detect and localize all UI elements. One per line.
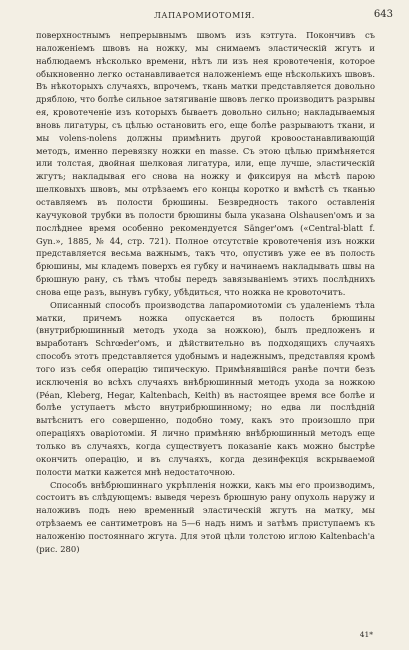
body-text	[36, 29, 375, 556]
page-number: 643	[373, 9, 393, 20]
paragraph: Способъ внѣбрюшиннаго укрѣпленія ножки, какъ мы его производимъ, состоитъ въ слѣдующемъ: выведя черезъ брюшную рану опухоль наружу и наложивъ подъ нею временный эластическій жгутъ на матку, мы отрѣзаемъ ее сантиметровъ на 5—6 надъ нимъ и затѣмъ приступаемъ къ наложенію постояннаго жгута. Для этой цѣли толстою иглою Kaltenbach'а (рис. 280)	[36, 479, 375, 554]
signature-mark: 41*	[359, 630, 373, 639]
paragraph: Описанный способъ производства лапаромиотоміи съ удаленіемъ тѣла матки, причемъ ножка опускается въ полость брюшины (внутрибрюшинный методъ ухода за ножкою), былъ предложенъ и выработанъ Schrœder'омъ, и дѣйствительно въ подходящихъ случаяхъ способъ этотъ представляется удобнымъ и надежнымъ, представляя кромѣ того изъ себя операцію типическую. Примѣнявшійся ранѣе почти безъ исключенія во всѣхъ случаяхъ внѣбрюшинный методъ ухода за ножкою (Péan, Kleberg, Hegar, Kaltenbach, Keith) въ настоящее время все болѣе и болѣе уступаетъ мѣсто внутрибрюшинному; но едва ли послѣдній вытѣснитъ его совершенно, подобно тому, какъ это произошло при операціяхъ оваріотоміи. Я лично примѣняю внѣбрюшинный методъ еще только въ случаяхъ, когда существуетъ показаніе какъ можно быстрѣе окончить операцію, и въ случаяхъ, когда дезинфекція вскрываемой полости матки кажется мнѣ недостаточною.	[36, 299, 375, 477]
page-header	[16, 8, 393, 22]
paragraph: поверхностнымъ непрерывнымъ швомъ изъ кэтгута. Покончивъ съ наложеніемъ швовъ на ножку, мы снимаемъ эластическій жгутъ и наблюдаемъ нѣсколько времени, нѣтъ ли изъ нея кровотеченія, которое обыкновенно легко останавливается наложеніемъ еще нѣсколькихъ швовъ. Въ нѣкоторыхъ случаяхъ, впрочемъ, ткань матки представляется довольно дряблою, что болѣе сильное затягиваніе швовъ легко производитъ разрывы ея, кровотеченіе изъ которыхъ бываетъ довольно сильно; накладываемыя вновь лигатуры, съ цѣлью остановить его, еще болѣе разрываютъ ткани, и мы volens-nolens должны примѣнить другой кровоостанавливающій методъ, именно перевязку ножки en masse. Съ этою цѣлью примѣняется или толстая, двойная шелковая лигатура, или, еще лучше, эластическій жгутъ; накладывая его снова на ножку и фиксируя на мѣстѣ парою шелковыхъ швовъ, мы отрѣзаемъ его концы коротко и вмѣстѣ съ тканью оставляемъ въ полости брюшины. Безвредность такого оставленія каучуковой трубки въ полости брюшины была указана Olshausen'омъ и за послѣднее время особенно рекомендуется Sänger'омъ («Central-blatt f. Gyn.», 1885, № 44, стр. 721). Полное отсутствіе кровотеченія изъ ножки представляется весьма важнымъ, такъ что, опустивъ уже ее въ полость брюшины, мы кладемъ поверхъ ея губку и начинаемъ накладывать швы на брюшную рану, съ тѣмъ чтобы передъ завязываніемъ этихъ послѣднихъ снова еще разъ, вынувъ губку, убѣдиться, что ножка не кровоточитъ.	[36, 30, 375, 297]
running-title: ЛАПАРОМИОТОМІЯ.	[154, 11, 255, 20]
